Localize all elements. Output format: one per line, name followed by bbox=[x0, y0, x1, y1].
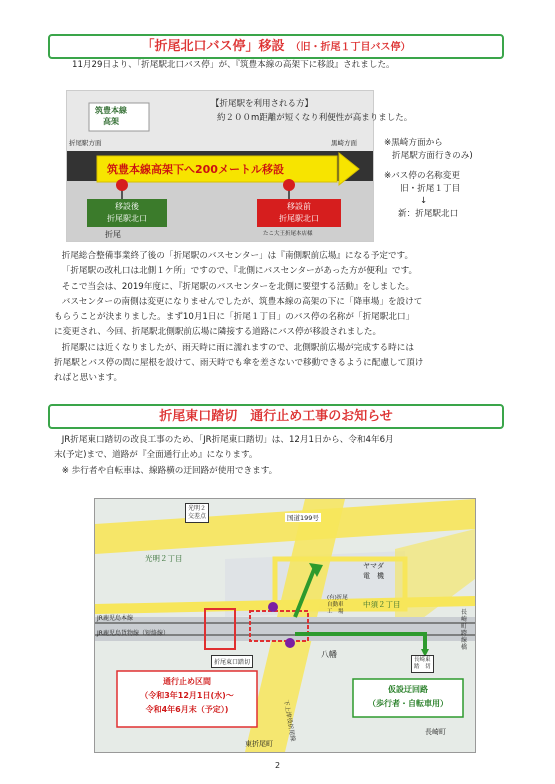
note-2c: 新：折尾駅北口 bbox=[398, 208, 459, 219]
section1-heading bbox=[48, 34, 504, 59]
before-sign-1: 移設前 bbox=[287, 202, 311, 211]
before-sign-2: 折尾駅北口 bbox=[279, 214, 319, 223]
section2-heading bbox=[48, 404, 504, 429]
map-nagasakicho-line bbox=[461, 609, 467, 651]
banner-text: 筑豊本線高架下へ200メートル移設 bbox=[107, 163, 284, 176]
yamada-2: 電 機 bbox=[363, 572, 384, 580]
map-komyo: 光明２丁目 bbox=[145, 554, 183, 563]
body-line: もらうことが決まりました。まず10月1日に「折尾１丁目」のバス停の名称が「折尾駅北口」 bbox=[54, 312, 415, 323]
rail-label bbox=[95, 105, 127, 127]
map-higashi-orio: 東折尾町 bbox=[245, 740, 273, 748]
kouten-2: 交差点 bbox=[188, 513, 207, 520]
body-line: 折尾駅とバス停の間に屋根を設けて、雨天時でも傘を差さないで移動できるように配慮して頂け bbox=[54, 358, 424, 369]
map-fumikiri-sign: 折尾東口踏切 bbox=[211, 655, 253, 668]
shop-sign: たこ大王折尾本店様 bbox=[263, 231, 313, 237]
map-road199: 国道199号 bbox=[287, 514, 319, 522]
before-sign bbox=[257, 201, 341, 225]
detour-2: （歩行者・自転車用） bbox=[368, 699, 448, 708]
body-line: そこで当会は、2019年度に、『折尾駅のバスセンターを北側に要望する活動』をしました。 bbox=[61, 281, 415, 292]
closure-1: 通行止め区間 bbox=[163, 677, 211, 686]
section2-title: 折尾東口踏切 通行止め工事のお知らせ bbox=[159, 409, 393, 424]
rail-label-2: 高架 bbox=[103, 117, 119, 126]
nf-1: 長崎東 bbox=[414, 657, 431, 663]
body2-line: 末(予定)まで、道路が『全面通行止め』になります。 bbox=[54, 450, 258, 461]
note-1b: 折尾駅方面行きのみ) bbox=[392, 150, 473, 161]
jidousha-2: 自動車 bbox=[327, 602, 344, 608]
note-arrow: ↓ bbox=[420, 196, 428, 206]
yamada-1: ヤマダ bbox=[363, 562, 384, 570]
dir-left: 折尾駅方面 bbox=[69, 139, 102, 147]
body-line: ればと思います。 bbox=[54, 373, 123, 384]
section2-body bbox=[54, 433, 514, 479]
map-pa: 八幡 bbox=[321, 650, 337, 659]
dir-right: 黒崎方面 bbox=[331, 139, 357, 147]
benefit-head: 【折尾駅を利用される方】 bbox=[211, 99, 314, 109]
map-kouten bbox=[185, 503, 209, 523]
map-yamada bbox=[363, 561, 384, 581]
ncl-2: 崎 bbox=[461, 616, 468, 623]
after-sign-2: 折尾駅北口 bbox=[107, 214, 147, 223]
ncl-4: 跨 bbox=[461, 630, 468, 637]
rail-label-1: 筑豊本線 bbox=[95, 106, 127, 115]
note-2b: 旧・折尾１丁目 bbox=[400, 183, 461, 194]
map-jr-kago: JR鹿児島本線 bbox=[97, 615, 133, 622]
map-shimokami: 下上津役折尾線 bbox=[282, 699, 297, 742]
section1-subtitle: （旧・折尾１丁目バス停） bbox=[290, 42, 411, 53]
section1-title: 「折尾北口バス停」移設 bbox=[141, 39, 285, 54]
note-2a: ※バス停の名称変更 bbox=[384, 171, 460, 181]
map-detour bbox=[353, 683, 463, 711]
detour-1: 仮設迂回路 bbox=[388, 685, 428, 694]
bus-stop-photo bbox=[66, 90, 413, 242]
map-orio-jidousha bbox=[327, 595, 348, 616]
nf-2: 踏 切 bbox=[414, 664, 431, 670]
jidousha-3: 工 場 bbox=[327, 609, 344, 615]
orio-sign: 折尾 bbox=[105, 230, 121, 239]
ncl-3: 町 bbox=[461, 623, 468, 630]
body-line: 折尾総合整備事業終了後の「折尾駅のバスセンター」は『南側駅前広場』になる予定です。 bbox=[61, 251, 414, 261]
section1-lead bbox=[72, 58, 395, 73]
closure-3: 令和4年6月末（予定）) bbox=[145, 705, 229, 714]
after-sign-1: 移設後 bbox=[115, 202, 139, 211]
after-sign bbox=[87, 201, 167, 225]
ncl-1: 長 bbox=[461, 609, 468, 616]
map-nagasakicho: 長崎町 bbox=[425, 728, 446, 736]
body2-line: JR折尾東口踏切の改良工事のため、「JR折尾東口踏切」は、12月1日から、令和4年6月 bbox=[61, 435, 394, 445]
map-nagasaki-fumikiri bbox=[411, 655, 434, 673]
closure-map bbox=[94, 498, 476, 753]
body-line: に変更され、今回、折尾駅北側駅前広場に隣接する道路にバス停が移設されました。 bbox=[54, 327, 382, 338]
benefit-body: 約２００m距離が短くなり利便性が高まりました。 bbox=[217, 113, 413, 123]
map-closure bbox=[117, 675, 257, 717]
jidousha-1: (有)折尾 bbox=[327, 595, 348, 601]
page-number: 2 bbox=[274, 761, 281, 770]
section1-body bbox=[54, 249, 514, 387]
map-jr-kamotsu: JR鹿児島貨物線（短絡線） bbox=[97, 630, 169, 637]
kouten-1: 光明２ bbox=[188, 505, 207, 512]
ncl-5: 線 bbox=[461, 637, 468, 644]
body-line: バスセンターの南側は変更になりませんでしたが、筑豊本線の高架の下に「降車場」を設けて bbox=[61, 296, 423, 307]
lead-text: 11月29日より、「折尾駅北口バス停」が、『筑豊本線の高架下に移設』されました。 bbox=[72, 60, 395, 70]
side-notes bbox=[384, 137, 473, 220]
map-nakama: 中須２丁目 bbox=[363, 600, 401, 609]
closure-2: （令和3年12月1日(水)～ bbox=[140, 691, 234, 700]
ncl-6: 橋 bbox=[461, 644, 468, 651]
body2-line: ※ 歩行者や自転車は、線路横の迂回路が使用できます。 bbox=[61, 465, 278, 476]
body-line: 「折尾駅の改札口は北側１ケ所」ですので、『北側にバスセンターがあった方が便利』です。 bbox=[61, 266, 418, 277]
body-line: 折尾駅には近くなりましたが、雨天時に雨に濡れますので、北側駅前広場が完成する時には bbox=[61, 342, 414, 353]
note-1a: ※黒崎方面から bbox=[384, 138, 443, 148]
